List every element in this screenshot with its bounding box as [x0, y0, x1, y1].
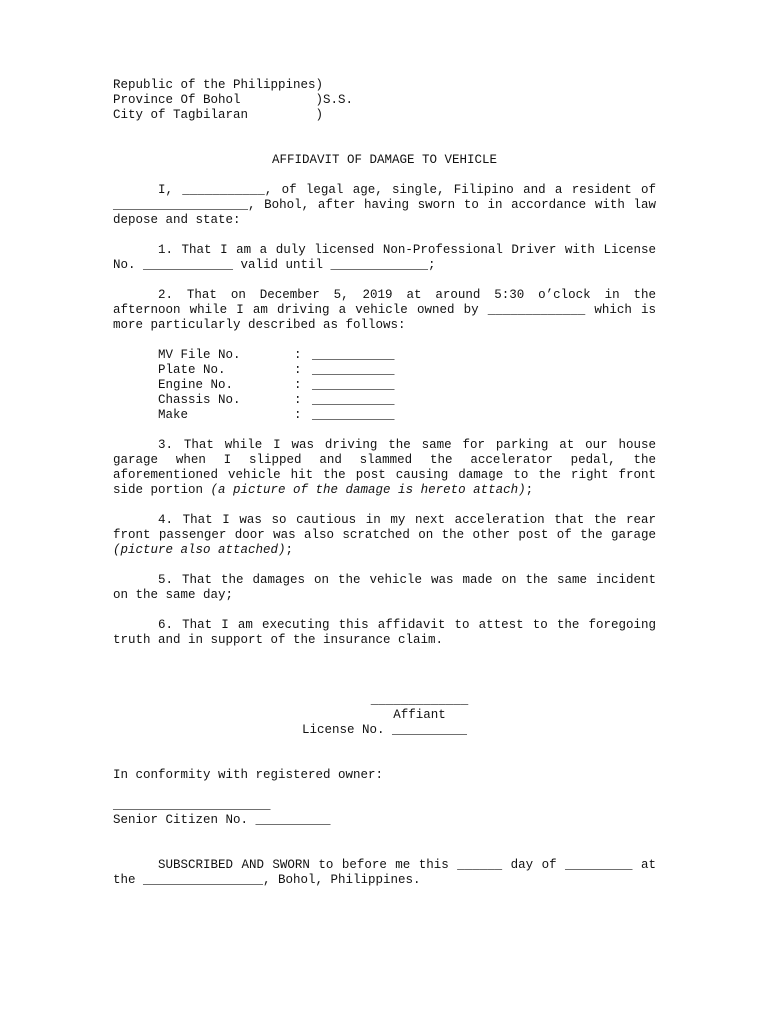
- affiant-license: License No. __________: [301, 723, 468, 737]
- jurat-paragraph: SUBSCRIBED AND SWORN to before me this ______ day of _________ at the ________________, Bohol, Philippines.: [113, 858, 656, 887]
- conformity-block: [113, 768, 656, 828]
- conformity-label: In conformity with registered owner:: [113, 768, 384, 782]
- vehicle-blank: ___________: [312, 378, 395, 392]
- vehicle-label: Make: [158, 408, 189, 422]
- vehicle-blank: ___________: [312, 408, 395, 422]
- owner-signature-line: _____________________: [113, 798, 271, 812]
- paragraph-3-text: 3. That while I was driving the same for parking at our house garage when I slipped and slammed the accelerator pedal, the aforementioned vehicle hit the post causing damage to the right front side portion: [113, 438, 656, 497]
- vehicle-label: Engine No.: [158, 378, 234, 392]
- paragraph-4: [113, 513, 656, 558]
- paragraph-2: 2. That on December 5, 2019 at around 5:30 o’clock in the afternoon while I am driving a vehicle owned by _____________ which is more particularly described as follows:: [113, 288, 656, 332]
- vehicle-label: MV File No.: [158, 348, 241, 362]
- paragraph-3: [113, 438, 656, 498]
- vehicle-colon: :: [294, 363, 302, 377]
- paragraph-4-italic: (picture also attached): [113, 543, 286, 557]
- senior-citizen-number: Senior Citizen No. __________: [113, 813, 331, 827]
- vehicle-blank: ___________: [312, 393, 395, 407]
- vehicle-row-make: [158, 408, 656, 423]
- affiant-label: Affiant: [393, 708, 446, 722]
- header-city: City of Tagbilaran ): [113, 108, 324, 122]
- header-republic: Republic of the Philippines): [113, 78, 324, 92]
- document-title: AFFIDAVIT OF DAMAGE TO VEHICLE: [271, 153, 498, 167]
- vehicle-colon: :: [294, 378, 302, 392]
- vehicle-blank: ___________: [312, 363, 395, 377]
- vehicle-row-chassis: [158, 393, 656, 408]
- vehicle-row-plate: [158, 363, 656, 378]
- vehicle-row-engine: [158, 378, 656, 393]
- paragraph-3-end: ;: [525, 483, 534, 497]
- header-province: Province Of Bohol )S.S.: [113, 93, 354, 107]
- intro-paragraph: I, ___________, of legal age, single, Filipino and a resident of __________________, Bohol, after having sworn to in accordance with law depose and state:: [113, 183, 656, 227]
- paragraph-1: 1. That I am a duly licensed Non-Professional Driver with License No. ____________ valid until _____________;: [113, 243, 656, 272]
- vehicle-colon: :: [294, 393, 302, 407]
- affidavit-document: [113, 78, 656, 903]
- paragraph-4-text: 4. That I was so cautious in my next acceleration that the rear front passenger door was also scratched on the other post of the garage: [113, 513, 656, 542]
- vehicle-colon: :: [294, 408, 302, 422]
- paragraph-4-end: ;: [285, 543, 294, 557]
- affiant-signature-block: [113, 693, 656, 738]
- paragraph-5: 5. That the damages on the vehicle was made on the same incident on the same day;: [113, 573, 656, 602]
- vehicle-label: Plate No.: [158, 363, 226, 377]
- vehicle-details: [158, 348, 656, 423]
- vehicle-blank: ___________: [312, 348, 395, 362]
- vehicle-colon: :: [294, 348, 302, 362]
- affiant-signature-line: _____________: [370, 693, 469, 707]
- vehicle-label: Chassis No.: [158, 393, 241, 407]
- vehicle-row-mv-file: [158, 348, 656, 363]
- paragraph-3-italic: (a picture of the damage is hereto attach): [210, 483, 526, 497]
- paragraph-6: 6. That I am executing this affidavit to attest to the foregoing truth and in support of the insurance claim.: [113, 618, 656, 647]
